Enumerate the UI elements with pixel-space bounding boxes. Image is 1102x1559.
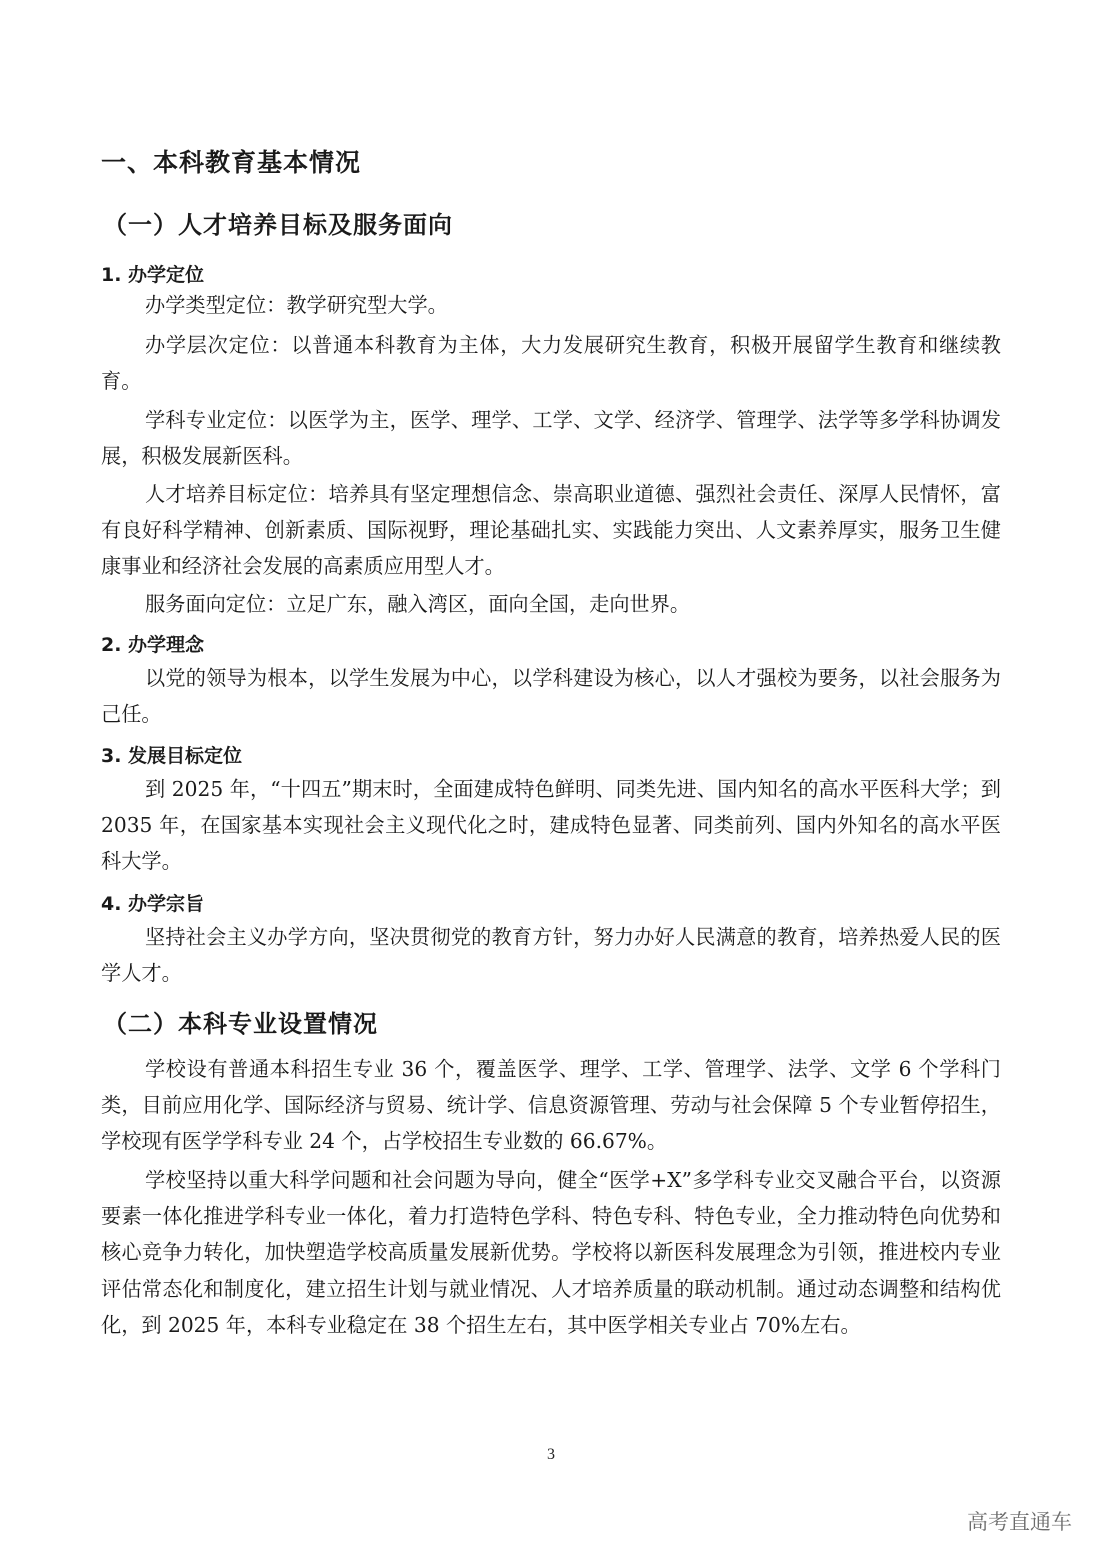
- paragraph-school-purpose: 坚持社会主义办学方向，坚决贯彻党的教育方针，努力办好人民满意的教育，培养热爱人民的医学人才。: [101, 925, 1001, 986]
- paragraph-major-count: 学校设有普通本科招生专业 36 个，覆盖医学、理学、工学、管理学、法学、文学 6 个学科门类，目前应用化学、国际经济与贸易、统计学、信息资源管理、劳动与社会保障 5 个专业暂停招生，学校现有医学学科专业 24 个，占学校招生专业数的 66.67%。: [101, 1057, 1001, 1154]
- paragraph-school-level: 办学层次定位：以普通本科教育为主体，大力发展研究生教育，积极开展留学生教育和继续教育。: [101, 333, 1001, 394]
- heading-school-philosophy: 2. 办学理念: [101, 634, 205, 656]
- paragraph-major-strategy: 学校坚持以重大科学问题和社会问题为导向，健全“医学+X”多学科专业交叉融合平台，以资源要素一体化推进学科专业一体化，着力打造特色学科、特色专科、特色专业，全力推动特色向优势和核心竞争力转化，加快塑造学校高质量发展新优势。学校将以新医科发展理念为引领，推进校内专业评估常态化和制度化，建立招生计划与就业情况、人才培养质量的联动机制。通过动态调整和结构优化，到 2025 年，本科专业稳定在 38 个招生左右，其中医学相关专业占 70%左右。: [101, 1168, 1001, 1337]
- paragraph-school-philosophy: 以党的领导为根本，以学生发展为中心，以学科建设为核心，以人才强校为要务，以社会服务为己任。: [101, 666, 1001, 727]
- heading-school-positioning: 1. 办学定位: [101, 264, 205, 286]
- subsection-title-talent-goals: （一）人才培养目标及服务面向: [103, 211, 453, 239]
- heading-development-goal: 3. 发展目标定位: [101, 745, 243, 767]
- section-title: 一、本科教育基本情况: [101, 148, 362, 177]
- watermark-text: 高考直通车: [967, 1510, 1072, 1534]
- paragraph-school-type: 办学类型定位：教学研究型大学。: [145, 293, 448, 317]
- paragraph-discipline-positioning: 学科专业定位：以医学为主，医学、理学、工学、文学、经济学、管理学、法学等多学科协调发展，积极发展新医科。: [101, 408, 1001, 469]
- heading-school-purpose: 4. 办学宗旨: [101, 893, 205, 915]
- subsection-title-major-setup: （二）本科专业设置情况: [103, 1010, 378, 1038]
- paragraph-talent-goal: 人才培养目标定位：培养具有坚定理想信念、崇高职业道德、强烈社会责任、深厚人民情怀，富有良好科学精神、创新素质、国际视野，理论基础扎实、实践能力突出、人文素养厚实，服务卫生健康事业和经济社会发展的高素质应用型人才。: [101, 482, 1001, 579]
- paragraph-service-orientation: 服务面向定位：立足广东，融入湾区，面向全国，走向世界。: [145, 592, 691, 616]
- page-number: 3: [547, 1446, 555, 1463]
- paragraph-development-goal: 到 2025 年，“十四五”期末时，全面建成特色鲜明、同类先进、国内知名的高水平医科大学；到 2035 年，在国家基本实现社会主义现代化之时，建成特色显著、同类前列、国内外知名的高水平医科大学。: [101, 777, 1001, 874]
